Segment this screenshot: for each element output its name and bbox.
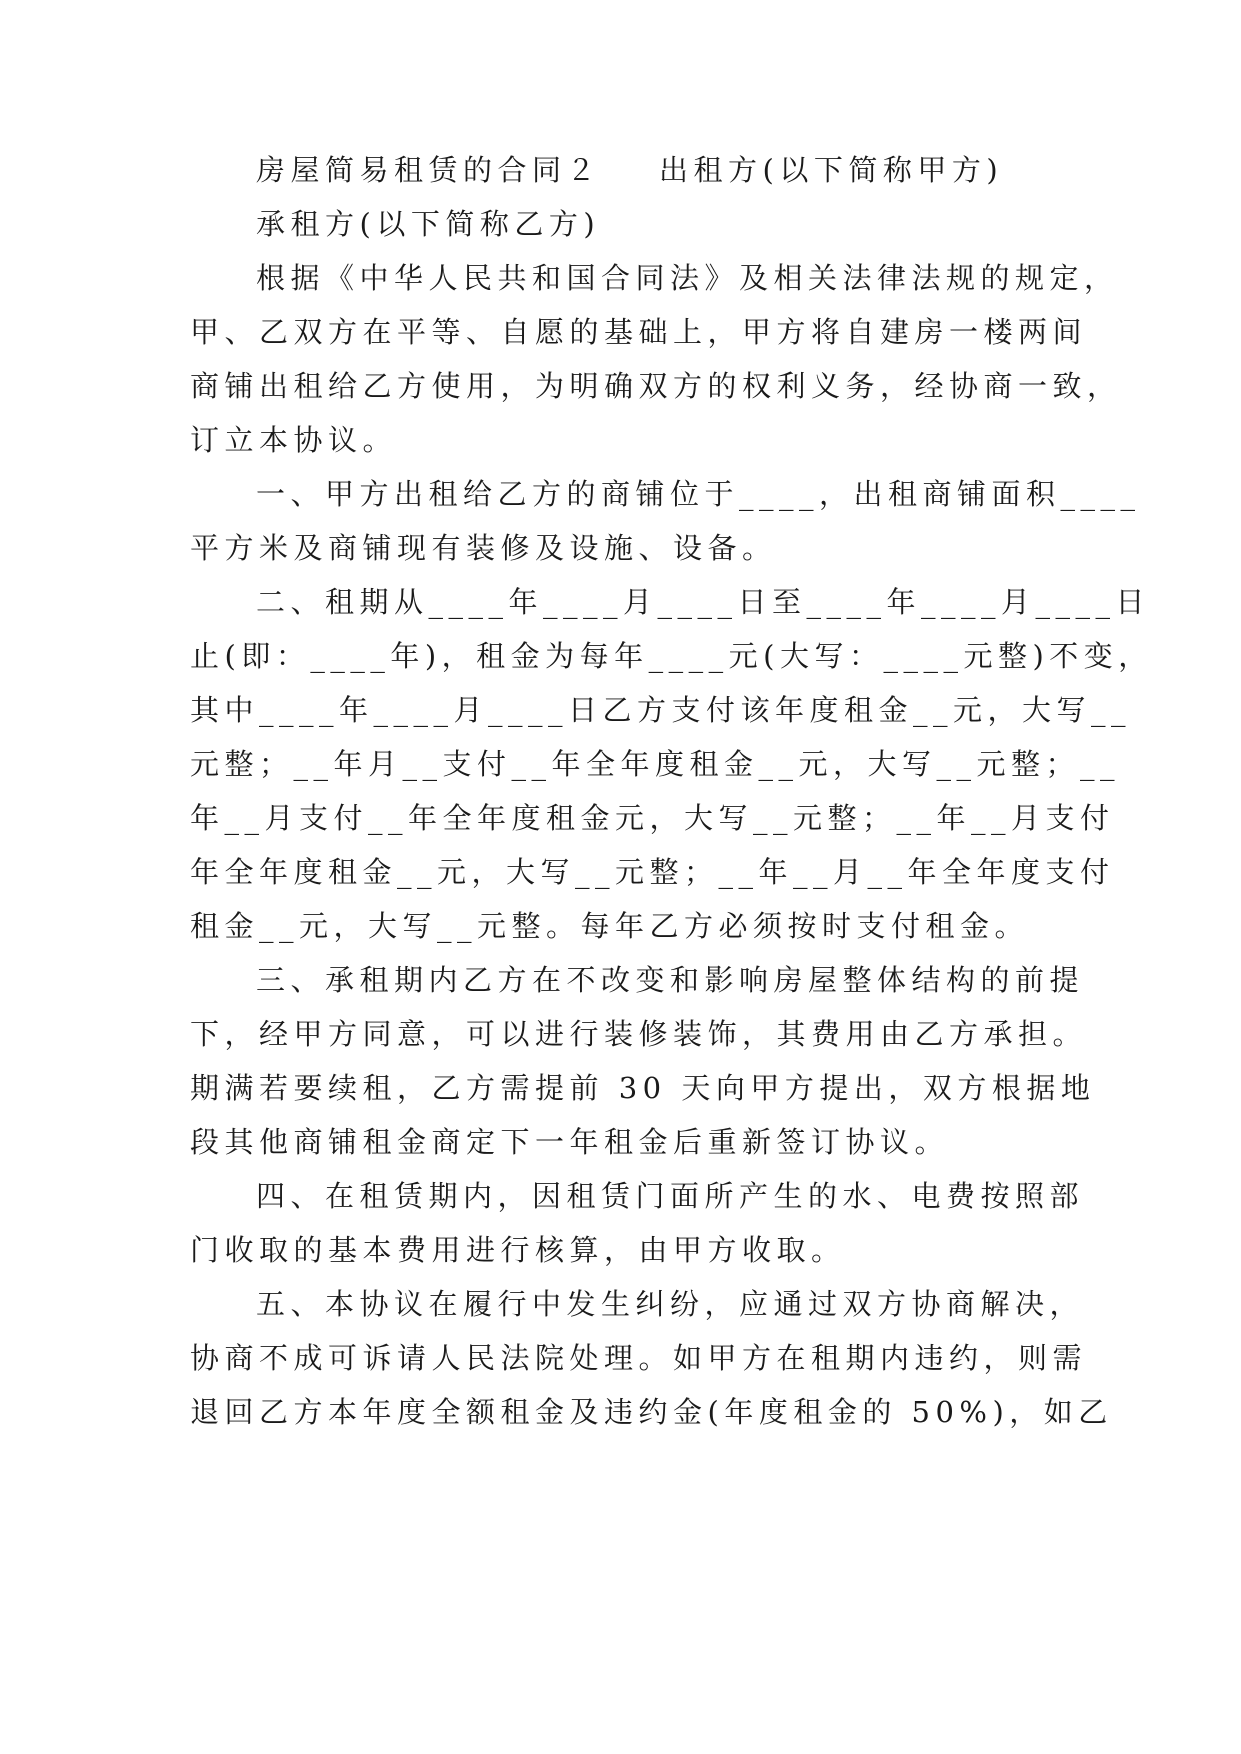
paragraph-line: 根据《中华人民共和国合同法》及相关法律法规的规定， [256, 261, 1119, 295]
paragraph-line: 订立本协议。 [190, 423, 398, 457]
paragraph-line: 元整；__年月__支付__年全年度租金__元，大写__元整；__ [190, 747, 1121, 781]
title-row [256, 150, 1003, 190]
paragraph-line: 一、甲方出租给乙方的商铺位于____，出租商铺面积____ [256, 477, 1141, 511]
paragraph-line: 五、本协议在履行中发生纠纷，应通过双方协商解决， [256, 1287, 1085, 1321]
lessee-label: 承租方(以下简称乙方) [256, 207, 601, 241]
paragraph-line: 下，经甲方同意，可以进行装修装饰，其费用由乙方承担。 [190, 1017, 1088, 1051]
paragraph-line: 退回乙方本年度全额租金及违约金(年度租金的 50%)，如乙 [190, 1395, 1113, 1429]
paragraph-line: 年全年度租金__元，大写__元整；__年__月__年全年度支付 [190, 855, 1115, 889]
paragraph-line: 甲、乙双方在平等、自愿的基础上，甲方将自建房一楼两间 [190, 315, 1088, 349]
paragraph-line: 二、租期从____年____月____日至____年____月____日 [256, 585, 1151, 619]
paragraph-line: 商铺出租给乙方使用，为明确双方的权利义务，经协商一致， [190, 369, 1122, 403]
paragraph-line: 平方米及商铺现有装修及设施、设备。 [190, 531, 777, 565]
paragraph-line: 段其他商铺租金商定下一年租金后重新签订协议。 [190, 1125, 950, 1159]
paragraph-line: 止(即：____年)，租金为每年____元(大写：____元整)不变， [190, 639, 1153, 673]
paragraph-line: 四、在租赁期内，因租赁门面所产生的水、电费按照部 [256, 1179, 1085, 1213]
paragraph-line: 协商不成可诉请人民法院处理。如甲方在租期内违约，则需 [190, 1341, 1088, 1375]
paragraph-line: 门收取的基本费用进行核算，由甲方收取。 [190, 1233, 846, 1267]
paragraph-line: 三、承租期内乙方在不改变和影响房屋整体结构的前提 [256, 963, 1085, 997]
paragraph-line: 年__月支付__年全年度租金元，大写__元整；__年__月支付 [190, 801, 1115, 835]
paragraph-line: 期满若要续租，乙方需提前 30 天向甲方提出，双方根据地 [190, 1071, 1096, 1105]
document-title: 房屋简易租赁的合同２ [256, 153, 602, 187]
lessor-label: 出租方(以下简称甲方) [659, 153, 1004, 187]
paragraph-line: 其中____年____月____日乙方支付该年度租金__元，大写__ [190, 693, 1132, 727]
paragraph-line: 租金__元，大写__元整。每年乙方必须按时支付租金。 [190, 909, 1030, 943]
